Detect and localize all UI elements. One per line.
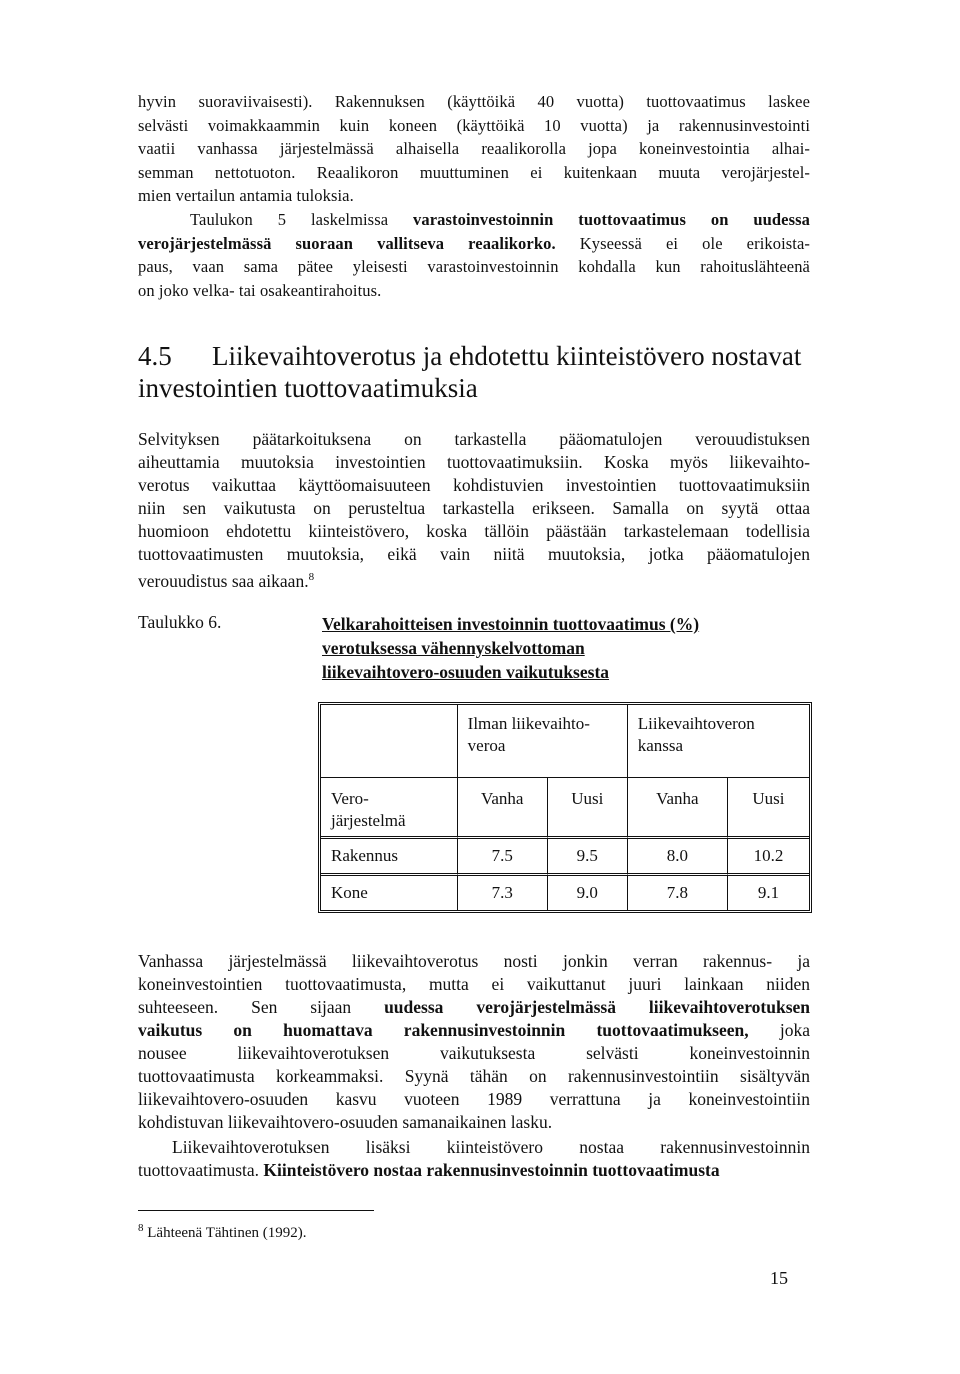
table-cell: 9.0 [548, 876, 628, 910]
text-span: verouudistus saa aikaan. [138, 570, 309, 591]
bold-text: uudessa verojärjestelmässä liikevaihtoverotuksen [384, 997, 810, 1017]
table-cell: 9.5 [548, 839, 628, 876]
text-line: tuottovaatimusten muutoksia, eikä vain niitä muutoksia, jotka pääomatulojen [138, 544, 810, 564]
paragraph-intro [138, 90, 810, 208]
table-cell: 10.2 [728, 839, 809, 876]
text-line [138, 1019, 810, 1042]
text-line: kohdistuvan liikevaihtovero-osuuden samanaikainen lasku. [138, 1112, 553, 1132]
text-line: tuottovaatimusta korkeammaksi. Syynä tähän on rakennusinvestointiin sisältyvän [138, 1066, 810, 1086]
table-title-line: liikevaihtovero-osuuden vaikutuksesta [322, 662, 610, 682]
row-header-label: Vero- järjestelmä [321, 778, 458, 839]
text-span: Taulukon 5 laskelmissa [190, 210, 414, 229]
section-title-line2: investointien tuottovaatimuksia [138, 373, 478, 403]
table-row [321, 876, 809, 910]
text-line: aiheuttamia muutoksia investointien tuottovaatimuksiin. Koska myös liikevaihto- [138, 452, 810, 472]
footnote-text: Lähteenä Tähtinen (1992). [143, 1225, 307, 1241]
text-line: niin sen vaikutusta on perusteltua tarkastella erikseen. Samalla on syytä ottaa [138, 498, 810, 518]
text-line [138, 566, 810, 593]
table-title [322, 612, 699, 684]
bold-text: varastoinvestoinnin tuottovaatimus on uudessa [413, 210, 810, 229]
text-line: semman nettotuoton. Reaalikoron muuttuminen ei kuitenkaan muuta verojärjestel- [138, 162, 810, 182]
subheader-cell: Uusi [548, 778, 628, 839]
text-line [138, 1159, 810, 1182]
section-number: 4.5 [138, 341, 172, 371]
table-cell: 7.8 [628, 876, 728, 910]
text-line: koneinvestointien tuottovaatimusta, mutta ei vaikuttanut juuri lainkaan niiden [138, 974, 810, 994]
text-line: mien vertailun antamia tuloksia. [138, 186, 354, 205]
text-span: suhteeseen. Sen sijaan [138, 997, 385, 1017]
text-span: Kyseessä ei ole erikoista- [555, 233, 810, 253]
footnote [138, 1222, 307, 1242]
bold-text: vaikutus on huomattava rakennusinvestoinnin tuottovaatimukseen, [138, 1020, 749, 1040]
table-title-line: Velkarahoitteisen investoinnin tuottovaatimus (%) [322, 614, 700, 634]
row-label: Rakennus [321, 839, 458, 876]
text-line: Selvityksen päätarkoituksena on tarkastella pääomatulojen verouudistuksen [138, 429, 810, 449]
text-line: verotus vaikuttaa käyttöomaisuuteen kohdistuvien investointien tuottovaatimuksiin [138, 475, 810, 495]
table-label: Taulukko 6. [138, 612, 222, 632]
text-line: selvästi voimakkaammin kuin koneen (käyttöikä 10 vuotta) ja rakennusinvestointi [138, 115, 810, 135]
footnote-reference: 8 [308, 571, 315, 583]
text-line: on joko velka- tai osakeantirahoitus. [138, 280, 382, 300]
subheader-cell: Uusi [728, 778, 809, 839]
group-header-without-vat: Ilman liikevaihto- veroa [458, 705, 628, 778]
section-title-line1: Liikevaihtoverotus ja ehdotettu kiinteistövero nostavat [212, 341, 802, 371]
text-span: joka [748, 1020, 810, 1040]
text-line [138, 232, 810, 256]
table-cell: 8.0 [628, 839, 728, 876]
paragraph-purpose [138, 428, 810, 593]
page-number: 15 [770, 1268, 788, 1288]
text-line: Liikevaihtoverotuksen lisäksi kiinteistövero nostaa rakennusinvestoinnin [172, 1137, 810, 1157]
table-row [321, 839, 809, 876]
text-line: paus, vaan sama pätee yleisesti varastoinvestoinnin kohdalla kun rahoituslähteenä [138, 257, 810, 276]
bold-text: Kiinteistövero nostaa rakennusinvestoinnin tuottovaatimusta [263, 1160, 720, 1180]
footnote-divider [138, 1210, 374, 1211]
table-title-line: verotuksessa vähennyskelvottoman [322, 638, 585, 658]
bold-text: verojärjestelmässä suoraan vallitseva reaalikorko. [138, 233, 556, 253]
text-line [138, 996, 810, 1019]
text-span: tuottovaatimusta. [138, 1160, 264, 1180]
text-line [138, 208, 810, 232]
text-line: hyvin suoraviivaisesti). Rakennuksen (käyttöikä 40 vuotta) tuottovaatimus laskee [138, 92, 810, 111]
table-corner-cell [321, 705, 458, 778]
subheader-cell: Vanha [458, 778, 548, 839]
table-header-row [321, 705, 809, 778]
table-cell: 7.3 [458, 876, 548, 910]
row-label: Kone [321, 876, 458, 910]
text-line: nousee liikevaihtoverotuksen vaikutuksesta selvästi koneinvestoinnin [138, 1043, 810, 1063]
subheader-cell: Vanha [628, 778, 728, 839]
group-header-with-vat: Liikevaihtoveron kanssa [628, 705, 809, 778]
paragraph-results [138, 950, 810, 1134]
table-cell: 7.5 [458, 839, 548, 876]
footnote-marker: 8 [138, 1222, 144, 1234]
text-line: liikevaihtovero-osuuden kasvu vuoteen 1989 verrattuna ja koneinvestointiin [138, 1089, 810, 1109]
text-line: Vanhassa järjestelmässä liikevaihtoverotus nosti jonkin verran rakennus- ja [138, 951, 810, 971]
table-cell: 9.1 [757, 883, 780, 902]
table-subheader-row [321, 778, 809, 839]
section-heading [138, 340, 818, 404]
text-line: vaatii vanhassa järjestelmässä alhaisella reaalikorolla jopa koneinvestointia alhai- [138, 139, 810, 158]
paragraph-inventory [138, 208, 810, 302]
text-line: huomioon ehdotettu kiinteistövero, koska tällöin päästään tarkastelemaan todellisia [138, 521, 810, 541]
paragraph-property-tax [138, 1136, 810, 1182]
data-table [318, 702, 812, 913]
